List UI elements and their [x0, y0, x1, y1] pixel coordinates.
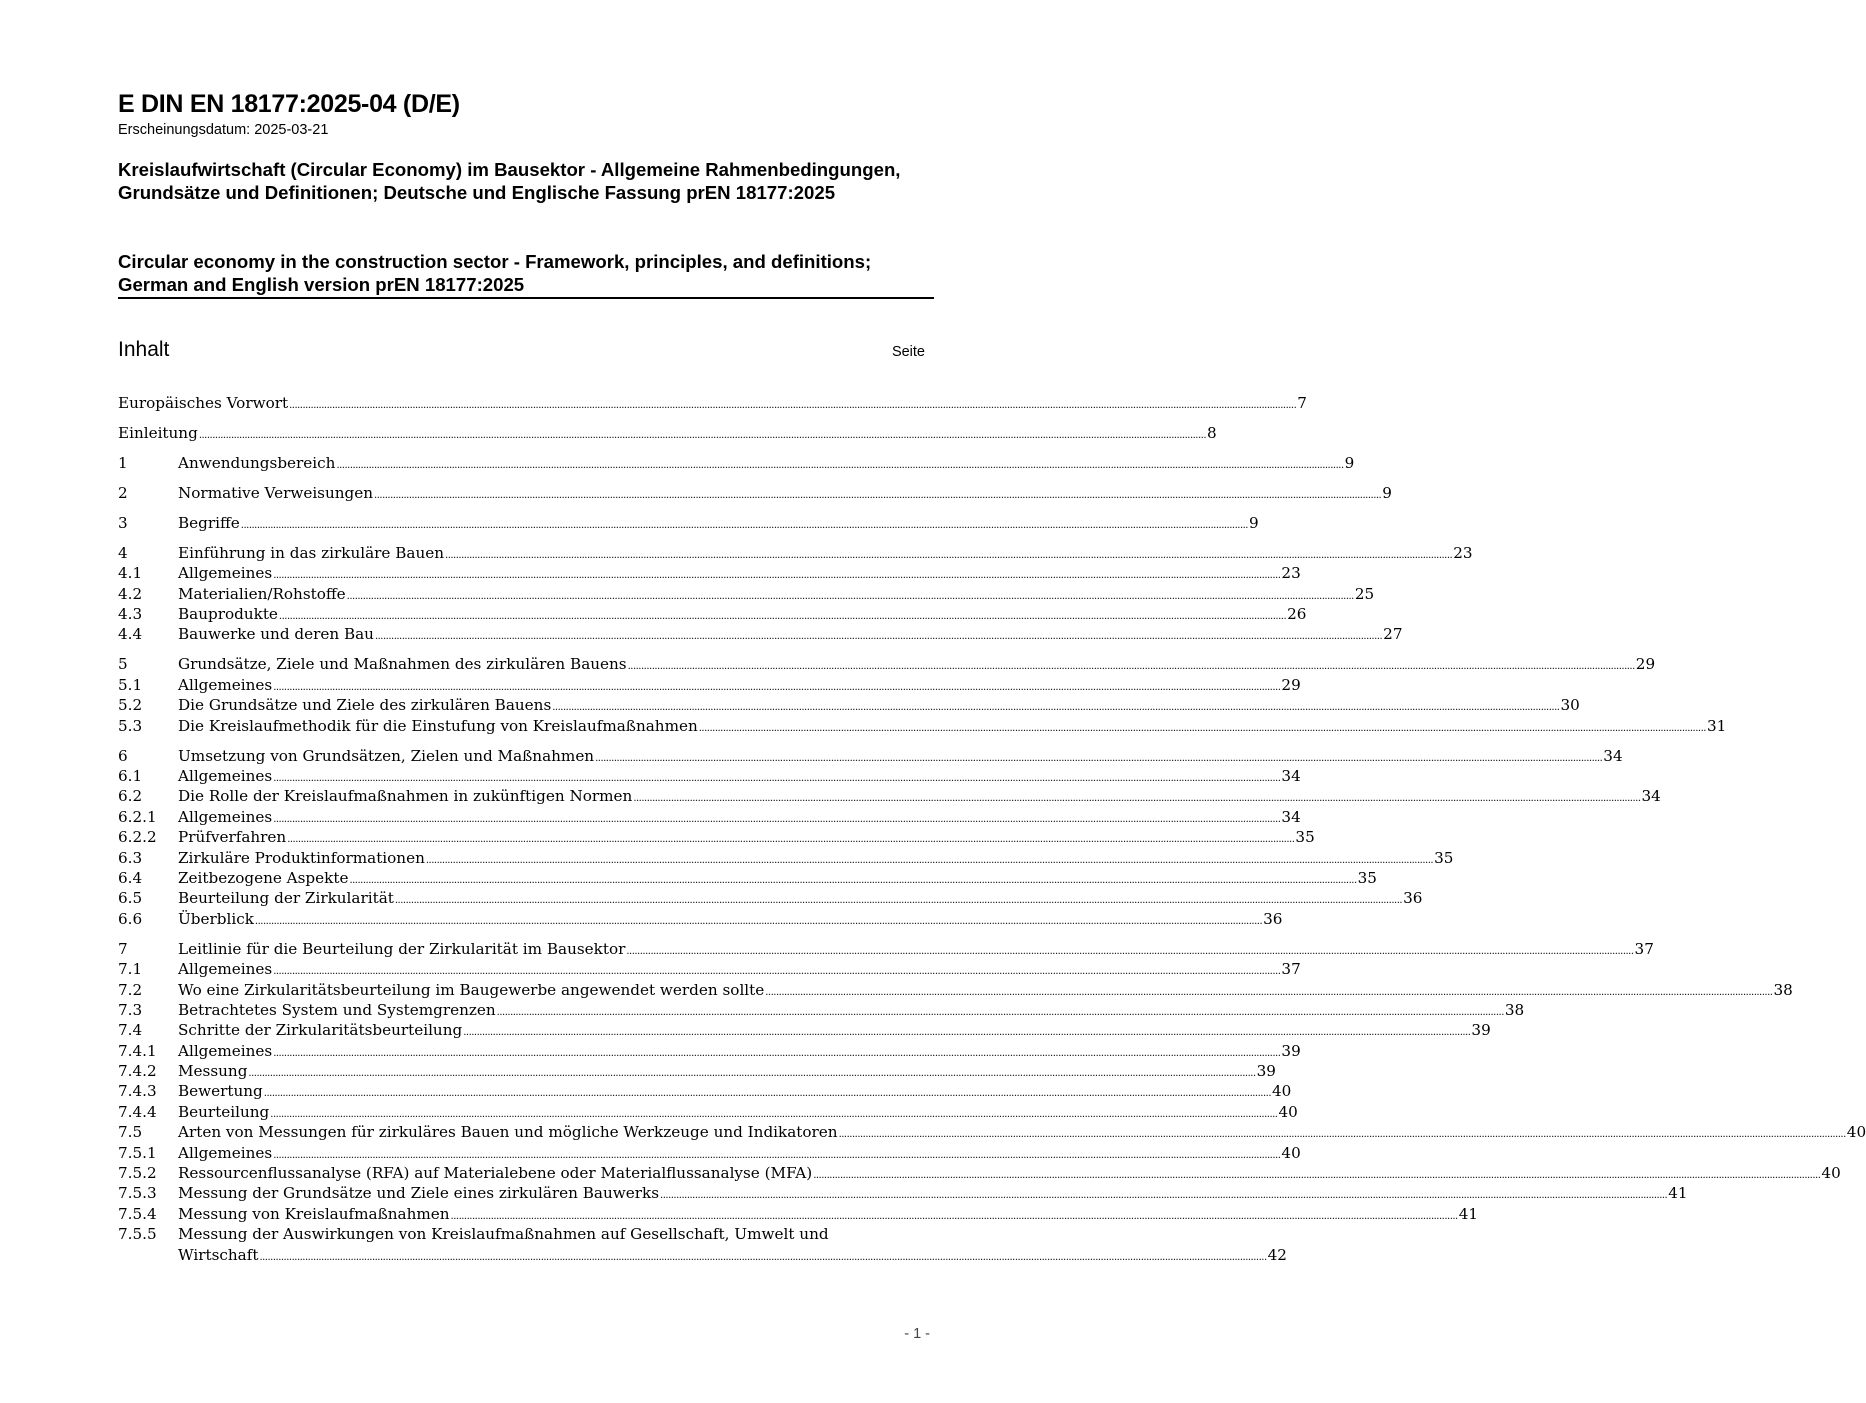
- toc-leader-dots: [273, 566, 1280, 586]
- toc-entry[interactable]: [118, 909, 1283, 929]
- toc-entry-page: 39: [1281, 1041, 1301, 1060]
- toc-leader-dots: [765, 983, 1772, 1003]
- toc-leader-dots: [426, 851, 1433, 871]
- toc-entry-page: 9: [1382, 483, 1392, 502]
- toc-entry[interactable]: [118, 543, 1473, 563]
- toc-leader-dots: [463, 1023, 1470, 1043]
- toc-entry[interactable]: [118, 766, 1301, 786]
- toc-entry-title: Leitlinie für die Beurteilung der Zirkularität im Bausektor: [178, 939, 626, 958]
- toc-entry[interactable]: [118, 563, 1301, 583]
- title-german: Kreislaufwirtschaft (Circular Economy) im Bausektor - Allgemeine Rahmenbedingungen, Grundsätze und Definitionen; Deutsche und Englische Fassung prEN 18177:2025: [118, 159, 901, 203]
- toc-entry-page: 41: [1668, 1184, 1688, 1203]
- toc-entry-title: Begriffe: [178, 513, 240, 532]
- toc-entry[interactable]: [118, 393, 1307, 413]
- toc-entry[interactable]: [118, 604, 1307, 624]
- toc-entry-page: 9: [1248, 513, 1259, 532]
- toc-entry-number: 7.5.1: [118, 1143, 157, 1162]
- toc-heading: Inhalt: [118, 338, 170, 361]
- toc-entry[interactable]: [118, 848, 1454, 868]
- toc-entry-title: Allgemeines: [178, 767, 273, 786]
- toc-entry-number: 7: [118, 939, 128, 958]
- toc-entry-page: 23: [1453, 543, 1473, 562]
- toc-entry-page: 8: [1207, 423, 1217, 442]
- toc-entry-number: 4.4: [118, 625, 143, 644]
- toc-entry-number: 7.4.2: [118, 1062, 157, 1081]
- toc-entry-title: Ressourcenflussanalyse (RFA) auf Materialebene oder Materialflussanalyse (MFA): [178, 1164, 813, 1183]
- toc-entry-title: Betrachtetes System und Systemgrenzen: [178, 1000, 496, 1019]
- toc-entry-number: 6.5: [118, 889, 143, 908]
- toc-entry[interactable]: [118, 807, 1301, 827]
- toc-leader-dots: [273, 1044, 1280, 1064]
- toc-entry-page: 35: [1434, 848, 1454, 867]
- toc-entry-title: Allgemeines: [178, 807, 273, 826]
- toc-entry-number: 7.5.4: [118, 1204, 157, 1223]
- toc-leader-dots: [279, 607, 1286, 627]
- toc-entry-title: Bauprodukte: [178, 605, 278, 624]
- toc-leader-dots: [633, 789, 1640, 809]
- toc-entry[interactable]: [118, 695, 1580, 715]
- toc-entry-number: 6.6: [118, 909, 143, 928]
- toc-entry[interactable]: [118, 654, 1656, 674]
- toc-entry-title: Allgemeines: [178, 675, 273, 694]
- toc-entry-title: Arten von Messungen für zirkuläres Bauen und mögliche Werkzeuge und Indikatoren: [178, 1123, 838, 1142]
- toc-leader-dots: [628, 657, 1635, 677]
- toc-entry[interactable]: [118, 513, 1259, 533]
- toc-entry-title: Die Rolle der Kreislaufmaßnahmen in zukünftigen Normen: [178, 787, 633, 806]
- toc-leader-dots: [395, 891, 1402, 911]
- toc-entry-page: 40: [1278, 1102, 1298, 1121]
- toc-entry-page: 40: [1846, 1123, 1866, 1142]
- toc-entry-page: 25: [1354, 584, 1375, 603]
- toc-entry[interactable]: [118, 1000, 1525, 1020]
- toc-entry[interactable]: [118, 959, 1301, 979]
- toc-entry-number: 5.2: [118, 696, 143, 715]
- toc-entry-page: 36: [1403, 889, 1423, 908]
- toc-entry[interactable]: [118, 1163, 1841, 1183]
- toc-entry-page: 37: [1634, 939, 1654, 958]
- toc-entry-number: 6.1: [118, 767, 143, 786]
- toc-entry-number: 7.3: [118, 1000, 143, 1019]
- toc-entry-title: Allgemeines: [178, 960, 273, 979]
- toc-entry-number: 6: [118, 746, 128, 765]
- toc-entry-page: 29: [1635, 655, 1656, 674]
- toc-entry-title: Die Kreislaufmethodik für die Einstufung von Kreislaufmaßnahmen: [178, 716, 698, 735]
- toc-leader-dots: [375, 627, 1382, 647]
- toc-entry-number: 6.2.2: [118, 828, 157, 847]
- toc-entry[interactable]: [118, 888, 1423, 908]
- toc-entry[interactable]: [118, 1204, 1479, 1224]
- toc-entry-title: Messung der Grundsätze und Ziele eines zirkulären Bauwerks: [178, 1184, 660, 1203]
- toc-entry-title: Wo eine Zirkularitätsbeurteilung im Baugewerbe angewendet werden sollte: [178, 980, 765, 999]
- toc-leader-dots: [595, 749, 1602, 769]
- toc-entry-number: 4.1: [118, 564, 143, 583]
- toc-entry-page: 38: [1504, 1000, 1525, 1019]
- toc-entry[interactable]: [118, 1020, 1491, 1040]
- toc-entry-title: Messung der Auswirkungen von Kreislaufmaßnahmen auf Gesellschaft, Umwelt und: [178, 1225, 829, 1244]
- toc-entry-page: 40: [1281, 1143, 1301, 1162]
- toc-entry[interactable]: [118, 1061, 1276, 1081]
- toc-entry-number: 3: [118, 513, 128, 532]
- toc-entry-title: Anwendungsbereich: [178, 453, 336, 472]
- toc-entry[interactable]: [118, 1081, 1292, 1101]
- toc-entry-number: 7.5.5: [118, 1225, 157, 1244]
- toc-entry-page: 36: [1263, 909, 1283, 928]
- toc-entry-number: 5.1: [118, 675, 143, 694]
- toc-entry-page: 9: [1344, 453, 1355, 472]
- toc-entry-title: Messung: [178, 1062, 248, 1081]
- toc-entry-number: 7.5.3: [118, 1184, 157, 1203]
- toc-leader-dots: [839, 1125, 1846, 1145]
- title-english: Circular economy in the construction sector - Framework, principles, and definitions; German and English version prEN 18177:2025: [118, 250, 934, 299]
- toc-entry[interactable]: [118, 423, 1217, 443]
- toc-entry-page: 41: [1458, 1204, 1479, 1223]
- toc-leader-dots: [199, 426, 1206, 446]
- toc-entry-title: Die Grundsätze und Ziele des zirkulären Bauens: [178, 696, 552, 715]
- toc-entry[interactable]: [118, 939, 1654, 959]
- toc-entry-page: 34: [1641, 787, 1661, 806]
- toc-leader-dots: [626, 942, 1633, 962]
- toc-entry[interactable]: [118, 1143, 1301, 1163]
- toc-entry[interactable]: [118, 827, 1315, 847]
- toc-entry[interactable]: [118, 1183, 1688, 1203]
- toc-leader-dots: [552, 698, 1559, 718]
- toc-entry-page: 39: [1471, 1021, 1491, 1040]
- toc-leader-dots: [336, 456, 1343, 476]
- toc-leader-dots: [349, 871, 1356, 891]
- toc-entry-number: 7.2: [118, 980, 143, 999]
- toc-leader-dots: [497, 1003, 1504, 1023]
- toc-leader-dots: [660, 1186, 1667, 1206]
- toc-entry-page: 35: [1357, 868, 1377, 887]
- toc-entry-number: 7.5.2: [118, 1164, 157, 1183]
- toc-entry-number: 7.1: [118, 960, 143, 979]
- toc-leader-dots: [259, 1248, 1266, 1268]
- toc-entry-title: Zeitbezogene Aspekte: [178, 868, 349, 887]
- toc-entry[interactable]: [118, 675, 1301, 695]
- toc-entry-title: Normative Verweisungen: [178, 483, 374, 502]
- document-title: E DIN EN 18177:2025-04 (D/E): [118, 90, 460, 118]
- toc-entry-page: 34: [1281, 807, 1301, 826]
- toc-entry[interactable]: [118, 980, 1793, 1000]
- toc-entry-page: 34: [1603, 746, 1623, 765]
- toc-entry-number: 7.4.4: [118, 1102, 157, 1121]
- toc-entry[interactable]: [118, 786, 1661, 806]
- toc-entry-page: 31: [1706, 716, 1727, 735]
- toc-entry-title: Materialien/Rohstoffe: [178, 584, 346, 603]
- toc-entry-title: Prüfverfahren: [178, 828, 287, 847]
- toc-leader-dots: [289, 396, 1296, 416]
- toc-entry-number: 6.2.1: [118, 807, 157, 826]
- toc-entry-title: Umsetzung von Grundsätzen, Zielen und Maßnahmen: [178, 746, 595, 765]
- toc-entry-title: Allgemeines: [178, 1041, 273, 1060]
- toc-leader-dots: [347, 587, 1354, 607]
- toc-entry-number: 5: [118, 655, 128, 674]
- toc-entry-number: 7.4.1: [118, 1041, 157, 1060]
- toc-entry[interactable]: [118, 716, 1727, 736]
- toc-entry[interactable]: [118, 1122, 1866, 1142]
- toc-entry[interactable]: [118, 868, 1377, 888]
- toc-entry-number: 6.3: [118, 848, 143, 867]
- toc-page-column-label: Seite: [891, 344, 925, 360]
- toc-entry-page: 40: [1821, 1164, 1841, 1183]
- toc-leader-dots: [241, 516, 1248, 536]
- toc-entry-page: 39: [1256, 1062, 1276, 1081]
- toc-leader-dots: [273, 810, 1280, 830]
- toc-entry-page: 40: [1272, 1082, 1292, 1101]
- toc-entry-number: 6.4: [118, 868, 143, 887]
- toc-entry-page: 42: [1267, 1245, 1287, 1264]
- toc-entry-page: 34: [1281, 767, 1301, 786]
- toc-entry-title: Allgemeines: [178, 1143, 273, 1162]
- toc-leader-dots: [255, 912, 1262, 932]
- toc-leader-dots: [287, 830, 1294, 850]
- toc-entry-number: 2: [118, 483, 128, 502]
- toc-entry-title: Grundsätze, Ziele und Maßnahmen des zirkulären Bauens: [178, 655, 627, 674]
- toc-entry-number: 5.3: [118, 716, 143, 735]
- table-of-contents: [118, 393, 1866, 1265]
- toc-entry-page: 27: [1383, 625, 1403, 644]
- toc-entry-page: 38: [1773, 980, 1793, 999]
- toc-leader-dots: [264, 1084, 1271, 1104]
- toc-entry[interactable]: [118, 746, 1623, 766]
- toc-entry-title: Beurteilung: [178, 1102, 270, 1121]
- toc-entry-number: 1: [118, 453, 128, 472]
- toc-entry-number: 7.4.3: [118, 1082, 157, 1101]
- toc-entry[interactable]: [118, 584, 1375, 604]
- toc-entry-title: Schritte der Zirkularitätsbeurteilung: [178, 1021, 463, 1040]
- toc-entry-title: Beurteilung der Zirkularität: [178, 889, 394, 908]
- toc-entry-number: 4.3: [118, 605, 143, 624]
- toc-entry-title: Allgemeines: [178, 564, 273, 583]
- toc-leader-dots: [374, 486, 1381, 506]
- toc-entry-page: 23: [1281, 564, 1301, 583]
- toc-entry[interactable]: [118, 1041, 1301, 1061]
- toc-entry-page: 7: [1297, 394, 1307, 412]
- toc-leader-dots: [248, 1064, 1255, 1084]
- toc-entry-title: Wirtschaft: [178, 1245, 259, 1264]
- toc-entry-number: 7.4: [118, 1021, 143, 1040]
- toc-entry-number: 4: [118, 543, 128, 562]
- toc-entry-page: 29: [1281, 675, 1301, 694]
- toc-entry[interactable]: [118, 483, 1392, 503]
- toc-entry-title: Messung von Kreislaufmaßnahmen: [178, 1204, 450, 1223]
- toc-entry-page: 26: [1287, 605, 1307, 624]
- toc-entry-page: 37: [1281, 960, 1301, 979]
- toc-entry-number: 4.2: [118, 584, 143, 603]
- toc-entry-page: 30: [1560, 696, 1580, 715]
- toc-entry-title: Europäisches Vorwort: [118, 394, 289, 412]
- toc-entry-page: 35: [1295, 828, 1315, 847]
- toc-entry-title: Einleitung: [118, 423, 198, 442]
- toc-entry-number: 6.2: [118, 787, 143, 806]
- publication-date: Erscheinungsdatum: 2025-03-21: [118, 122, 329, 138]
- toc-entry[interactable]: [118, 453, 1355, 473]
- toc-entry-title: Zirkuläre Produktinformationen: [178, 848, 425, 867]
- toc-entry[interactable]: [118, 1224, 1287, 1265]
- toc-entry-title: Bewertung: [178, 1082, 263, 1101]
- toc-leader-dots: [445, 546, 1452, 566]
- toc-entry[interactable]: [118, 1102, 1298, 1122]
- toc-entry-title: Überblick: [178, 909, 254, 928]
- toc-entry-title: Bauwerke und deren Bau: [178, 625, 374, 644]
- toc-leader-dots: [699, 719, 1706, 739]
- page-number: - 1 -: [904, 1326, 930, 1342]
- toc-entry[interactable]: [118, 624, 1403, 644]
- toc-entry-number: 7.5: [118, 1123, 143, 1142]
- toc-entry-title: Einführung in das zirkuläre Bauen: [178, 543, 445, 562]
